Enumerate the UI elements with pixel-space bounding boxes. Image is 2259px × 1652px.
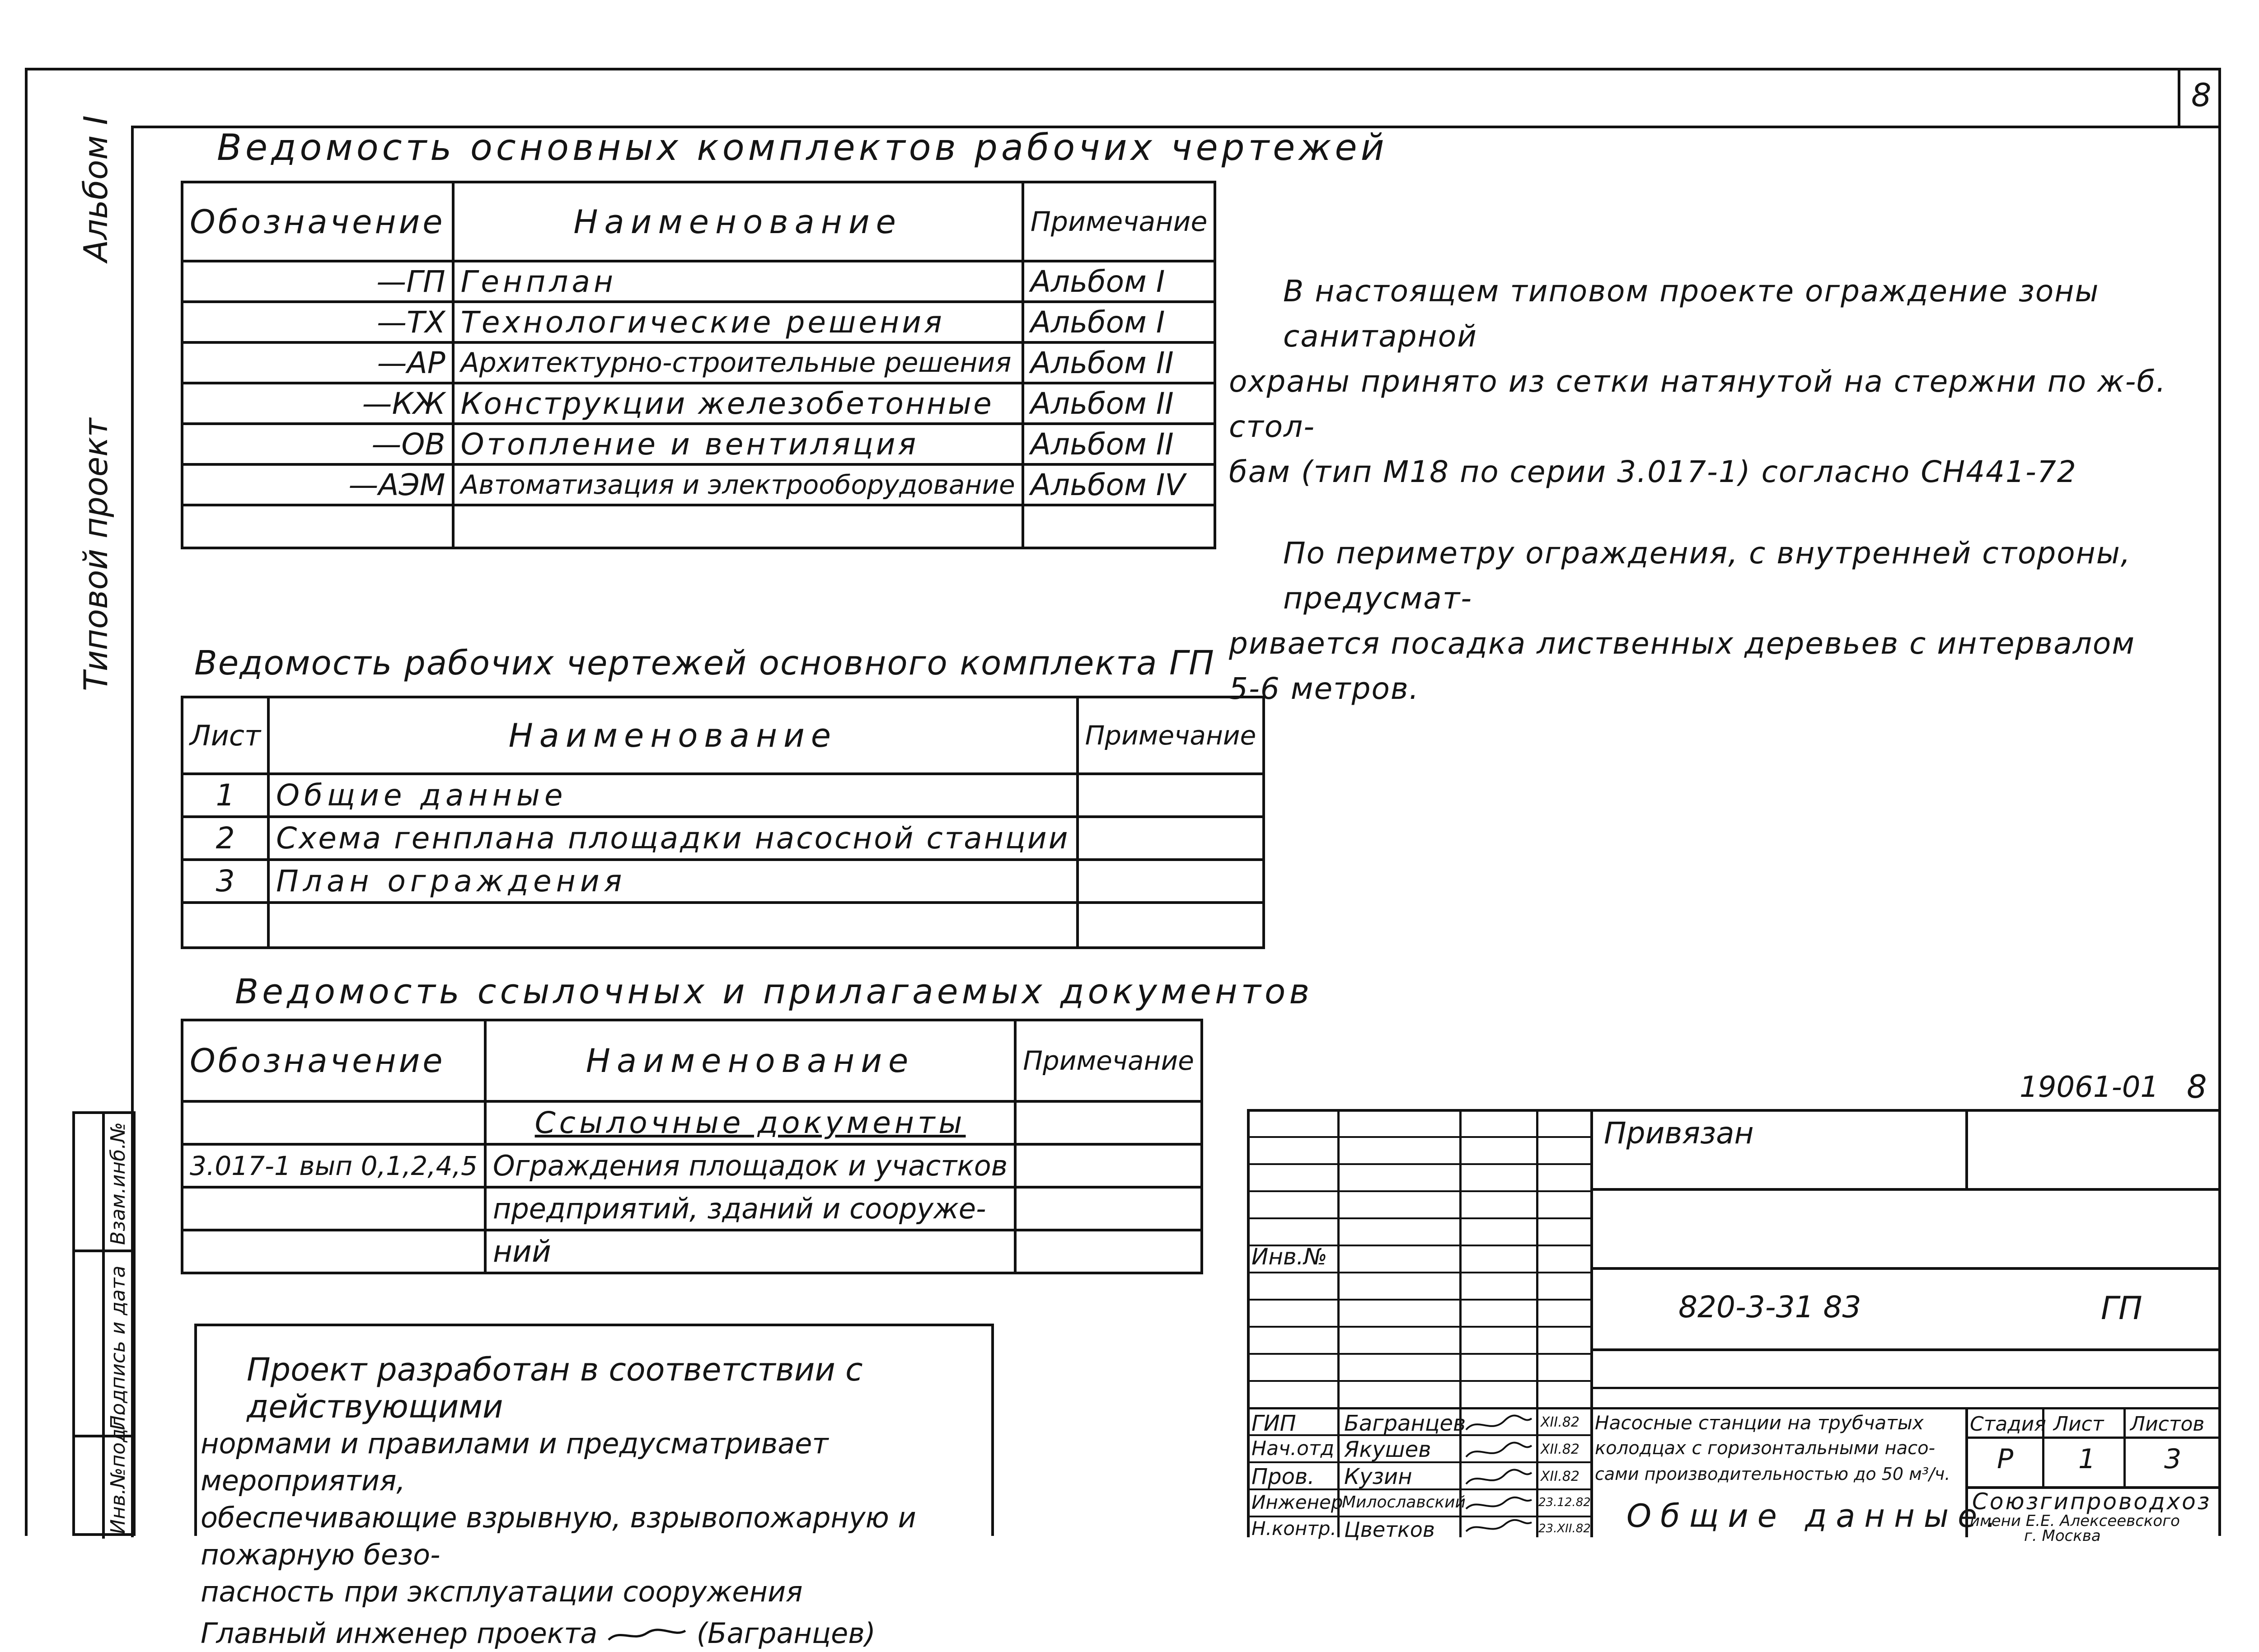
title-object-name-3: сами производительностью до 50 м³/ч. [1595, 1464, 1950, 1484]
table2-header-name: Наименование [268, 697, 1077, 774]
title-privyazan: Привязан [1604, 1116, 1754, 1151]
title-sheet-no: 1 [2078, 1443, 2096, 1475]
title-sheet-header: Лист [2053, 1413, 2104, 1436]
compliance-line1: Проект разработан в соответствии с действующими [247, 1351, 863, 1425]
frame-top [25, 68, 2221, 70]
title-name-eng: Милославский [1342, 1493, 1466, 1512]
table-row: предприятий, зданий и сооруже- [182, 1187, 1202, 1230]
title-date-prov: XII.82 [1541, 1469, 1579, 1484]
title-org-1: Союзгипроводхоз [1972, 1488, 2212, 1515]
title-date-eng: 23.12.82 [1538, 1496, 1591, 1509]
title-name-prov: Кузин [1344, 1464, 1412, 1489]
table-row: 3 План ограждения [182, 860, 1264, 903]
signature-icon [606, 1626, 688, 1644]
table-row [182, 903, 1264, 948]
title-sheets-total: 3 [2164, 1443, 2182, 1475]
notes-p1-line2: охраны принято из сетки натянутой на стержни по ж-б. стол- [1229, 364, 2167, 444]
table2-header-note: Примечание [1078, 697, 1264, 774]
table3-header-note: Примечание [1015, 1020, 1202, 1101]
title-inv: Инв.№ [1251, 1244, 1327, 1270]
table-row: 2 Схема генплана площадки насосной станции [182, 817, 1264, 860]
table1-header-note: Примечание [1023, 182, 1215, 261]
side-project-type-label: Типовой проект [77, 418, 115, 691]
title-object-name-1: Насосные станции на трубчатых [1595, 1412, 1924, 1434]
title-sheets-header: Листов [2130, 1413, 2205, 1436]
title-role-gip: ГИП [1251, 1411, 1296, 1436]
table2-header-sheet: Лист [182, 697, 268, 774]
table3-header-name: Наименование [485, 1020, 1015, 1101]
signature-icon [1464, 1412, 1534, 1534]
table2-title: Ведомость рабочих чертежей основного комплекта ГП [194, 644, 1215, 683]
title-sheet: 8 [2187, 1068, 2207, 1105]
table1 [181, 181, 1216, 549]
compliance-signature-name: (Багранцев) [696, 1617, 876, 1650]
compliance-box [194, 1324, 994, 1650]
table-row: —ГП Генплан Альбом I [182, 261, 1215, 302]
notes-p1-line3: бам (тип М18 по серии 3.017-1) согласно СН441-72 [1229, 454, 2077, 489]
table-row: —ОВ Отопление и вентиляция Альбом II [182, 424, 1215, 464]
side-album-label: Альбом I [77, 115, 115, 262]
title-stage-header: Стадия [1970, 1413, 2046, 1436]
side-stamp-replace: Взам.инб.№ [107, 1122, 130, 1245]
side-stamp [72, 1111, 136, 1536]
title-name-nach: Якушев [1344, 1437, 1431, 1462]
side-stamp-signature: Подпись и дата [107, 1265, 130, 1430]
notes [1229, 269, 2169, 711]
table3 [181, 1019, 1203, 1274]
title-org-2: имени Е.Е. Алексеевского [1970, 1512, 2180, 1530]
table3-title: Ведомость ссылочных и прилагаемых документов [235, 971, 1313, 1011]
sheet-number-box-left [2178, 68, 2180, 128]
table-row: —КЖ Конструкции железобетонные Альбом II [182, 383, 1215, 424]
table3-header-designation: Обозначение [182, 1020, 485, 1101]
title-date-nach: XII.82 [1541, 1441, 1579, 1457]
title-project-code: 820-3-31 83 [1678, 1290, 1861, 1324]
table1-header-designation: Обозначение [182, 182, 453, 261]
title-mark: ГП [2101, 1290, 2142, 1327]
notes-p2-line2: ривается посадка лиственных деревьев с интервалом 5-6 метров. [1229, 626, 2136, 706]
table-row: —ТХ Технологические решения Альбом I [182, 302, 1215, 342]
title-drawing-name: Общие данные. [1626, 1498, 2006, 1535]
frame-left [25, 68, 28, 1536]
notes-p2-line1: По периметру ограждения, с внутренней стороны, предусмат- [1283, 536, 2131, 616]
table-row: 3.017-1 вып 0,1,2,4,5 Ограждения площадок и участков [182, 1144, 1202, 1187]
table-row: ний [182, 1230, 1202, 1273]
title-role-nach: Нач.отд [1251, 1437, 1335, 1460]
title-object-name-2: колодцах с горизонтальными насо- [1595, 1438, 1936, 1459]
compliance-line4: пасность при эксплуатации сооружения [201, 1575, 803, 1608]
table-row: —АЭМ Автоматизация и электрооборудование Альбом IV [182, 464, 1215, 505]
title-role-prov: Пров. [1251, 1464, 1315, 1489]
table-row [182, 505, 1215, 548]
title-role-nkontr: Н.контр. [1251, 1517, 1336, 1540]
sheet-number: 8 [2191, 77, 2212, 114]
compliance-line3: обеспечивающие взрывную, взрывопожарную и пожарную безо- [201, 1501, 916, 1571]
compliance-signature: Главный инженер проекта [201, 1617, 598, 1650]
table-row: Ссылочные документы [182, 1101, 1202, 1144]
title-stage: Р [1997, 1443, 2014, 1475]
table2 [181, 696, 1265, 949]
title-name-gip: Багранцев [1344, 1411, 1466, 1436]
compliance-line2: нормами и правилами и предусматривает мероприятия, [201, 1427, 829, 1497]
table-row: 1 Общие данные [182, 774, 1264, 817]
title-date-gip: XII.82 [1541, 1414, 1579, 1430]
title-org-3: г. Москва [2024, 1527, 2101, 1545]
title-doc-code: 19061-01 [2020, 1071, 2159, 1104]
title-block [1247, 1109, 2221, 1545]
table1-title: Ведомость основных комплектов рабочих чертежей [217, 126, 1388, 168]
table1-header-name: Наименование [453, 182, 1023, 261]
table-row: —АР Архитектурно-строительные решения Альбом II [182, 342, 1215, 383]
title-role-eng: Инженер [1251, 1491, 1343, 1513]
notes-p1-line1: В настоящем типовом проекте ограждение зоны санитарной [1283, 274, 2100, 354]
title-date-nkontr: 23.XII.82 [1538, 1522, 1591, 1535]
title-name-nkontr: Цветков [1344, 1517, 1435, 1542]
side-stamp-inventory: Инв.№подл. [107, 1409, 130, 1534]
